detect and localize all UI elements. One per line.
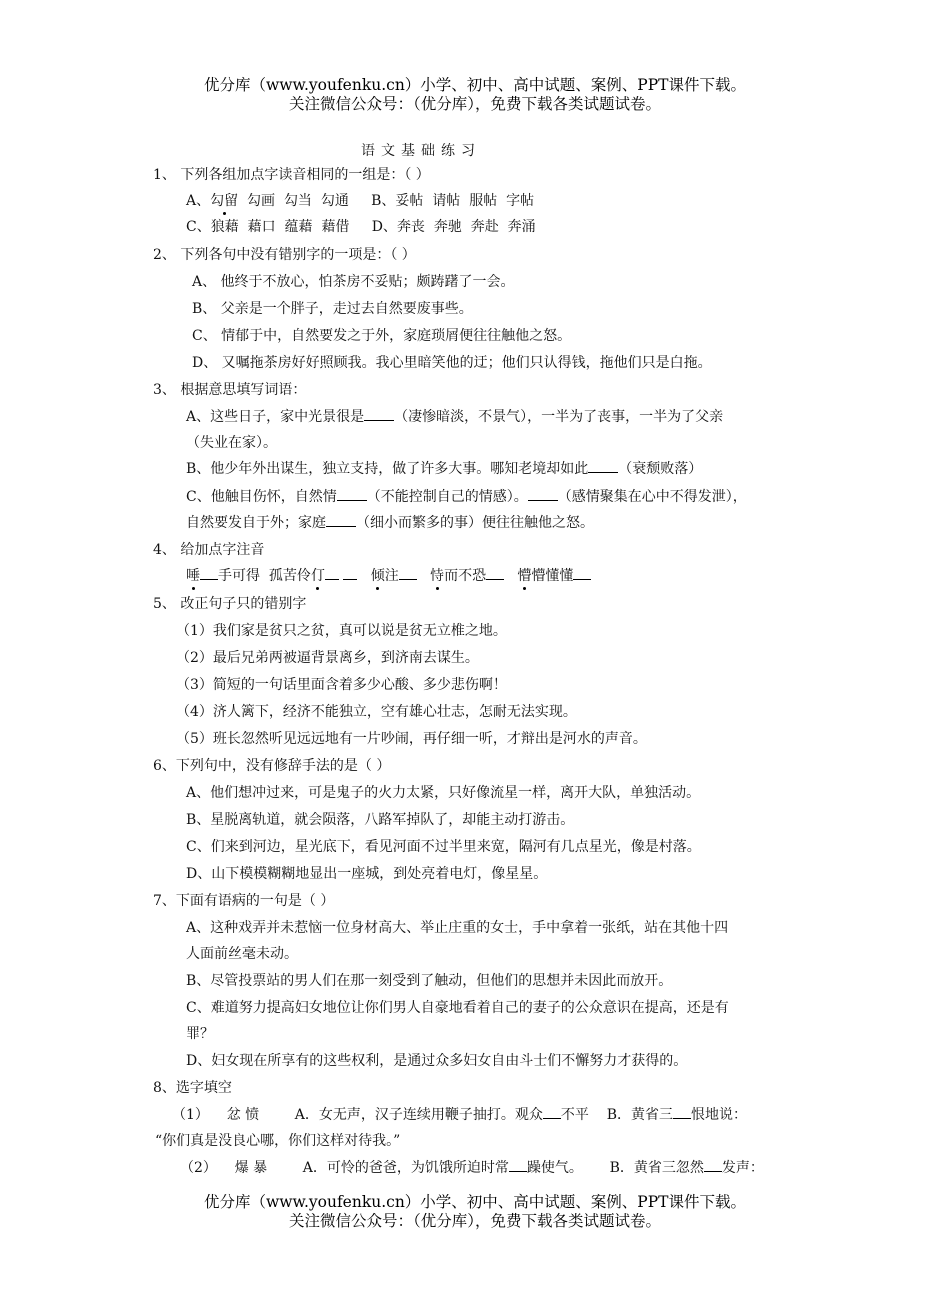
q6-stem: 6、下列句中，没有修辞手法的是（ ） <box>153 758 391 774</box>
q8-p2-a-text: A．可怜的爸爸，为饥饿所迫时常 <box>302 1160 509 1176</box>
q3-c-hint-1: （不能控制自己的情感）。 <box>366 489 528 505</box>
q8-p1-chars: 忿 愤 <box>226 1107 260 1123</box>
q8-part-2 <box>180 1159 764 1177</box>
q1-a-item-2: 勾画 <box>247 193 276 209</box>
q5-item-1: （1）我们家是贫只之贫，真可以说是贫无立椎之地。 <box>176 623 507 639</box>
q8-part-1 <box>172 1106 747 1124</box>
q7-option-c-line-1: C、难道努力提高妇女地位让你们男人自豪地看着自己的妻子的公众意识在提高，还是有 <box>186 1000 729 1016</box>
q8-p2-b-text: B．黄省三忽然 <box>609 1160 704 1176</box>
q5-item-2: （2）最后兄弟两被逼背景离乡，到济南去谋生。 <box>176 650 479 666</box>
q7-option-d: D、妇女现在所享有的这些权利，是通过众多妇女自由斗士们不懈努力才获得的。 <box>186 1053 688 1069</box>
footer-line-1: 优分库（www.youfenku.cn）小学、初中、高中试题、案例、PPT课件下载。 <box>203 1193 747 1211</box>
q1-c-item-1: 狼藉 <box>210 219 239 235</box>
q4-blank-1[interactable] <box>200 567 218 580</box>
q3-a-line-2: （失业在家）。 <box>186 435 277 451</box>
q3-c-hint-3: （细小而繁多的事）便往往触他之怒。 <box>356 515 594 531</box>
q5-stem: 5、 改正句子只的错别字 <box>153 596 307 612</box>
q4-word-5-rest: 懵懂懂 <box>531 568 574 584</box>
q4-word-4-rest: 而不恐 <box>444 568 487 584</box>
q8-p1-b-text: B．黄省三 <box>606 1107 674 1123</box>
q3-c-blank-1[interactable] <box>337 488 367 501</box>
q5-item-5: （5）班长忽然听见远远地有一片吵闹，再仔细一听，才辩出是河水的声音。 <box>176 731 647 747</box>
q8-p1-b-blank[interactable] <box>673 1106 691 1119</box>
q4-blank-5[interactable] <box>573 567 591 580</box>
q6-option-b: B、星脱离轨道，就会陨落，八路军掉队了，却能主动打游击。 <box>186 812 575 828</box>
page-title: 语文基础练习 <box>361 143 481 159</box>
q8-p2-number: （2） <box>180 1160 217 1176</box>
q1-stem: 1、 下列各组加点字读音相同的一组是：（ ） <box>153 167 430 183</box>
q3-stem: 3、 根据意思填写词语： <box>153 382 307 398</box>
q1-c-item-4: 藉借 <box>321 219 350 235</box>
q4-stem: 4、 给加点字注音 <box>153 542 265 558</box>
q3-b-blank[interactable] <box>588 460 618 473</box>
q4-blank-4[interactable] <box>486 567 504 580</box>
q1-a-item-4: 勾通 <box>320 193 349 209</box>
q1-options-cd <box>186 218 536 236</box>
q3-a-line-1 <box>186 408 723 426</box>
q2-option-c: C、 情郁于中，自然要发之于外，家庭琐屑便往往触他之怒。 <box>192 328 572 344</box>
header-line-1: 优分库（www.youfenku.cn）小学、初中、高中试题、案例、PPT课件下载。 <box>203 76 747 94</box>
q1-a-item-3: 勾当 <box>283 193 312 209</box>
q6-option-a: A、他们想冲过来，可是鬼子的火力太紧，只好像流星一样，离开大队，单独活动。 <box>186 785 701 801</box>
q8-p1-number: （1） <box>172 1107 209 1123</box>
q4-words <box>186 567 591 585</box>
q8-p2-chars: 爆 暴 <box>234 1160 268 1176</box>
q1-c-label: C、 <box>186 219 211 235</box>
q8-p2-a-blank[interactable] <box>509 1159 527 1172</box>
q6-option-d: D、山下模模糊糊地显出一座城，到处亮着电灯，像星星。 <box>186 866 548 882</box>
header-line-2: 关注微信公众号：（优分库），免费下载各类试题试卷。 <box>288 95 661 113</box>
q1-d-label: D、 <box>371 219 397 235</box>
q3-b-text: B、他少年外出谋生，独立支持，做了许多大事。哪知老境却如此 <box>186 461 589 477</box>
q1-b-item-3: 服帖 <box>469 193 498 209</box>
q6-option-c: C、们来到河边，星光底下，看见河面不过半里来宽，隔河有几点星光，像是村落。 <box>186 839 701 855</box>
q5-item-3: （3）简短的一句话里面含着多少心酸、多少悲伤啊！ <box>176 677 507 693</box>
q1-c-item-2: 藉口 <box>247 219 276 235</box>
footer-line-2: 关注微信公众号：（优分库），免费下载各类试题试卷。 <box>288 1212 661 1230</box>
q4-word-1-rest: 手可得 <box>218 568 260 584</box>
q1-b-item-1: 妥帖 <box>395 193 424 209</box>
q1-d-item-1: 奔丧 <box>396 219 425 235</box>
q1-a-label: A、 <box>186 193 211 209</box>
q3-a-hint: （凄惨暗淡，不景气），一半为了丧事，一半为了父亲 <box>394 409 724 425</box>
q1-a-word: 勾留 <box>210 193 239 209</box>
q3-a-text: A、这些日子，家中光景很是 <box>186 409 365 425</box>
q1-d-item-4: 奔涌 <box>507 219 536 235</box>
q3-c-line-1 <box>186 488 747 506</box>
q4-blank-3[interactable] <box>399 567 417 580</box>
q4-word-3-rest: 注 <box>384 568 399 584</box>
q8-p2-b-rest: 发声： <box>721 1160 764 1176</box>
q3-b-line <box>186 460 702 478</box>
q1-b-item-2: 请帖 <box>432 193 461 209</box>
q7-stem: 7、下面有语病的一句是（ ） <box>153 893 335 909</box>
q7-option-c-line-2: 罪？ <box>186 1026 214 1042</box>
q2-option-a: A、 他终于不放心，怕茶房不妥贴；颇踌躇了一会。 <box>192 274 515 290</box>
q5-item-4: （4）济人篱下，经济不能独立，空有雄心壮志，怎耐无法实现。 <box>176 704 577 720</box>
q3-c-blank-2[interactable] <box>528 488 558 501</box>
q2-option-d: D、 又嘱拖茶房好好照顾我。我心里暗笑他的迂；他们只认得钱，拖他们只是白拖。 <box>192 355 712 371</box>
q4-blank-2b[interactable] <box>343 567 357 580</box>
q3-c-hint-2: （感情聚集在心中不得发泄）， <box>557 489 747 505</box>
q4-word-2-dotted: 仃 <box>310 568 325 584</box>
q1-d-item-2: 奔驰 <box>433 219 462 235</box>
q3-c-line-2 <box>186 514 594 532</box>
q8-p1-a-text: A．女无声，汉子连续用鞭子抽打。观众 <box>294 1107 543 1123</box>
q3-c-blank-3[interactable] <box>326 514 356 527</box>
q3-c-text-2: 自然要发自于外；家庭 <box>186 515 326 531</box>
q2-option-b: B、 父亲是一个胖子，走过去自然要废事些。 <box>192 301 473 317</box>
q8-p1-b-rest: 恨地说： <box>691 1107 748 1123</box>
q8-p2-b-blank[interactable] <box>704 1159 722 1172</box>
q1-a-item-1 <box>210 192 238 210</box>
q7-option-a-line-1: A、这种戏弄并未惹恼一位身材高大、举止庄重的女士，手中拿着一张纸，站在其他十四 <box>186 920 729 936</box>
q1-b-item-4: 字帖 <box>506 193 535 209</box>
q7-option-a-line-2: 人面前丝毫未动。 <box>186 946 298 962</box>
q1-c-item-3: 蕴藉 <box>284 219 313 235</box>
q4-blank-2a[interactable] <box>325 567 339 580</box>
q3-b-hint: （衰颓败落） <box>618 461 703 477</box>
q8-p1-a-rest: 不平 <box>560 1107 589 1123</box>
q8-p1-continuation: “你们真是没良心哪，你们这样对待我。” <box>155 1133 401 1149</box>
q1-d-item-3: 奔赴 <box>470 219 499 235</box>
q1-b-label: B、 <box>371 193 396 209</box>
q4-word-2-text: 孤苦伶 <box>268 568 311 584</box>
q8-p1-a-blank[interactable] <box>543 1106 561 1119</box>
q4-word-4-dotted: 恃 <box>430 568 445 584</box>
q4-word-1-dotted: 唾 <box>186 568 200 584</box>
q8-p2-a-rest: 躁使气。 <box>526 1160 583 1176</box>
q1-options-ab <box>186 192 534 210</box>
q4-word-5-dotted: 懵 <box>517 568 532 584</box>
q3-a-blank[interactable] <box>364 408 394 421</box>
q4-word-3-dotted: 倾 <box>370 568 385 584</box>
q8-stem: 8、选字填空 <box>153 1080 232 1096</box>
q3-c-text: C、他触目伤怀，自然情 <box>186 489 337 505</box>
q7-option-b: B、尽管投票站的男人们在那一刻受到了触动，但他们的思想并未因此而放开。 <box>186 973 673 989</box>
q2-stem: 2、 下列各句中没有错别字的一项是：（ ） <box>153 247 416 263</box>
